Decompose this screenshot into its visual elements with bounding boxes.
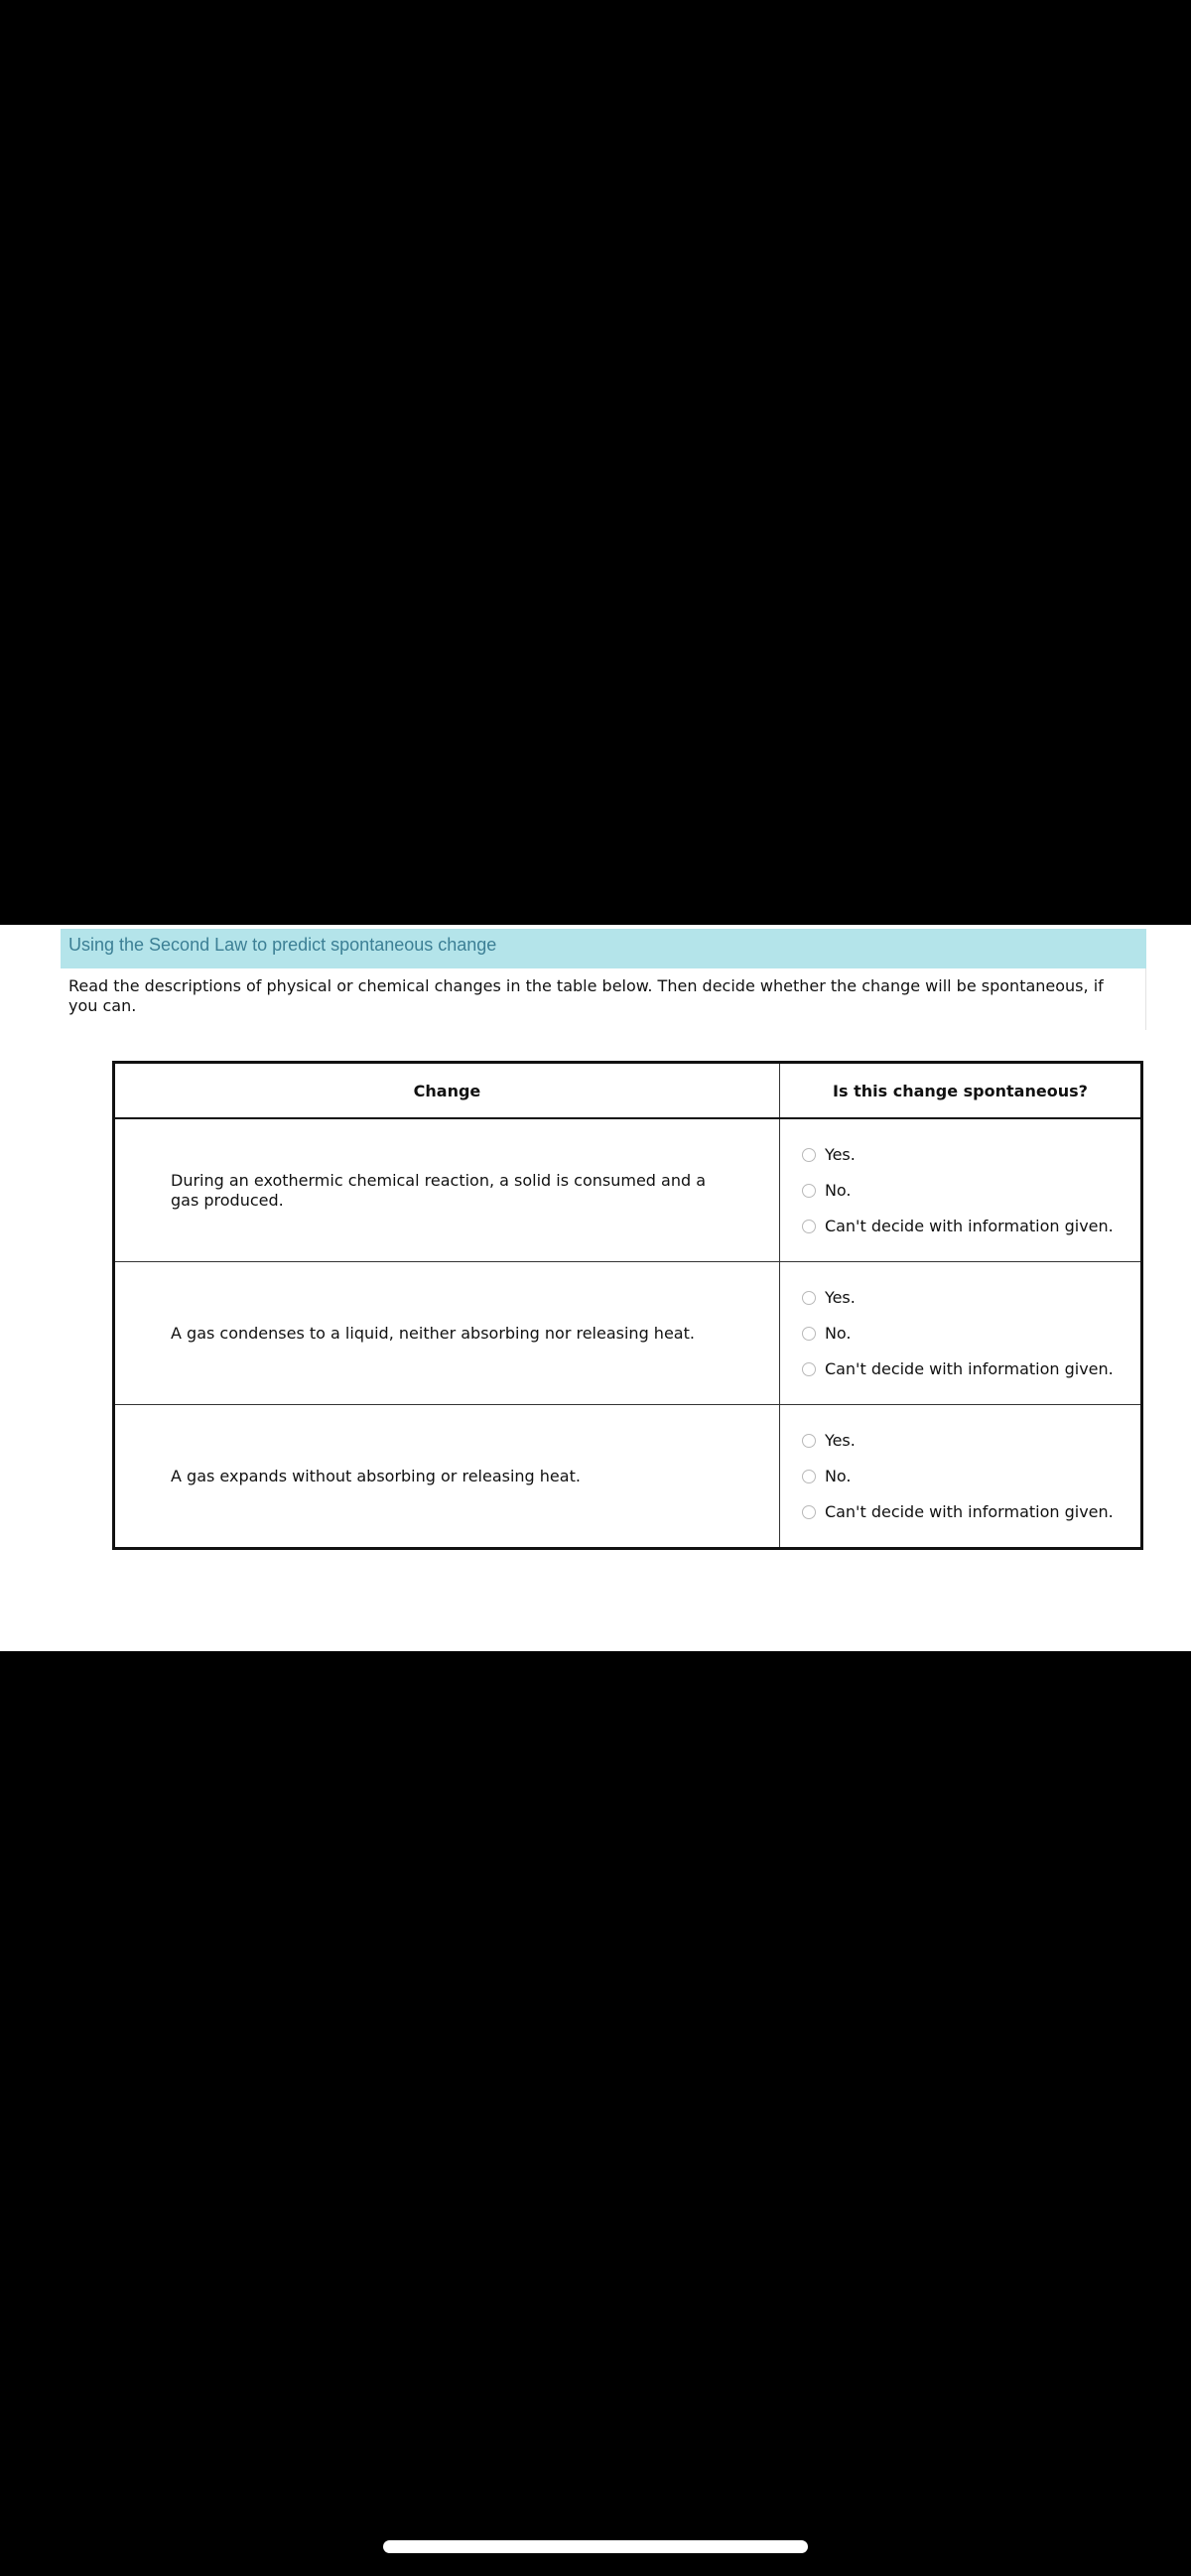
home-indicator[interactable] [383,2540,808,2553]
radio-button[interactable] [802,1434,816,1448]
question-panel [0,925,1191,1651]
option-label: Yes. [824,1288,856,1307]
change-description: A gas condenses to a liquid, neither absorbing nor releasing heat. [171,1323,695,1343]
table-row [114,1405,1142,1549]
option-label: No. [824,1324,852,1343]
radio-group [780,1137,1140,1244]
answer-cell [779,1118,1141,1262]
radio-group [780,1280,1140,1387]
option-label: Yes. [824,1145,856,1164]
option-cant-decide[interactable] [802,1352,1140,1387]
instructions-text: Read the descriptions of physical or chemical changes in the table below. Then decide whether the change will be spontaneous, if you can. [61,968,1146,1030]
radio-button[interactable] [802,1470,816,1483]
option-label: Yes. [824,1431,856,1450]
column-header-spontaneous: Is this change spontaneous? [779,1063,1141,1119]
radio-button[interactable] [802,1327,816,1341]
change-cell [114,1262,780,1405]
option-cant-decide[interactable] [802,1209,1140,1244]
radio-button[interactable] [802,1291,816,1305]
change-cell [114,1118,780,1262]
page-title: Using the Second Law to predict spontaneous change [61,929,1146,968]
option-label: Can't decide with information given. [824,1217,1114,1235]
option-label: No. [824,1467,852,1485]
option-label: Can't decide with information given. [824,1502,1114,1521]
radio-button[interactable] [802,1220,816,1233]
radio-button[interactable] [802,1505,816,1519]
option-label: No. [824,1181,852,1200]
answer-cell [779,1262,1141,1405]
answer-cell [779,1405,1141,1549]
radio-button[interactable] [802,1148,816,1162]
option-cant-decide[interactable] [802,1494,1140,1530]
spontaneity-table [112,1061,1143,1550]
radio-button[interactable] [802,1184,816,1198]
option-yes[interactable] [802,1423,1140,1459]
column-header-change: Change [114,1063,780,1119]
radio-group [780,1423,1140,1530]
option-yes[interactable] [802,1280,1140,1316]
radio-button[interactable] [802,1362,816,1376]
option-yes[interactable] [802,1137,1140,1173]
change-description: A gas expands without absorbing or releasing heat. [171,1466,581,1485]
table-header-row [114,1063,1142,1119]
option-no[interactable] [802,1173,1140,1209]
option-no[interactable] [802,1316,1140,1352]
table-row [114,1118,1142,1262]
option-label: Can't decide with information given. [824,1359,1114,1378]
table-row [114,1262,1142,1405]
change-cell [114,1405,780,1549]
change-description: During an exothermic chemical reaction, a solid is consumed and a gas produced. [171,1170,707,1210]
option-no[interactable] [802,1459,1140,1494]
